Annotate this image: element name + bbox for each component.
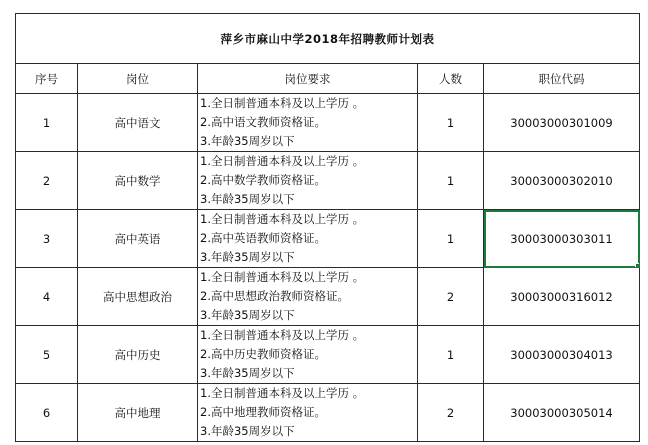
- table-row: [16, 210, 640, 268]
- requirements-cell[interactable]: [198, 326, 418, 384]
- requirement-line: 3.年龄35周岁以下: [200, 250, 295, 264]
- code-cell[interactable]: 30003000304013: [484, 326, 640, 384]
- position-cell[interactable]: 高中数学: [78, 152, 198, 210]
- code-cell[interactable]: 30003000316012: [484, 268, 640, 326]
- requirement-line: 2.高中思想政治教师资格证。: [200, 289, 349, 303]
- requirement-line: 2.高中数学教师资格证。: [200, 173, 326, 187]
- requirement-line: 2.高中历史教师资格证。: [200, 347, 326, 361]
- count-cell[interactable]: 1: [418, 152, 484, 210]
- table-row: [16, 94, 640, 152]
- position-cell[interactable]: 高中历史: [78, 326, 198, 384]
- requirement-line: 3.年龄35周岁以下: [200, 192, 295, 206]
- requirement-line: 2.高中语文教师资格证。: [200, 115, 326, 129]
- requirement-line: 3.年龄35周岁以下: [200, 308, 295, 322]
- requirement-line: 1.全日制普通本科及以上学历 。: [200, 328, 365, 342]
- recruitment-plan-table: [15, 13, 640, 442]
- index-cell[interactable]: 3: [16, 210, 78, 268]
- requirement-line: 3.年龄35周岁以下: [200, 366, 295, 380]
- position-cell[interactable]: 高中地理: [78, 384, 198, 442]
- header-count-cell[interactable]: 人数: [418, 64, 484, 94]
- code-cell[interactable]: 30003000301009: [484, 94, 640, 152]
- requirement-line: 2.高中英语教师资格证。: [200, 231, 326, 245]
- position-cell[interactable]: 高中英语: [78, 210, 198, 268]
- requirement-line: 1.全日制普通本科及以上学历 。: [200, 154, 365, 168]
- count-cell[interactable]: 1: [418, 94, 484, 152]
- requirements-cell[interactable]: [198, 210, 418, 268]
- index-cell[interactable]: 2: [16, 152, 78, 210]
- header-row: [16, 64, 640, 94]
- requirements-cell[interactable]: [198, 94, 418, 152]
- header-position-cell[interactable]: 岗位: [78, 64, 198, 94]
- count-cell[interactable]: 1: [418, 326, 484, 384]
- code-value: 30003000303011: [510, 231, 613, 246]
- requirement-line: 3.年龄35周岁以下: [200, 424, 295, 438]
- header-code-cell[interactable]: 职位代码: [484, 64, 640, 94]
- requirements-cell[interactable]: [198, 152, 418, 210]
- requirement-line: 2.高中地理教师资格证。: [200, 405, 326, 419]
- count-cell[interactable]: 2: [418, 384, 484, 442]
- requirement-line: 1.全日制普通本科及以上学历 。: [200, 270, 365, 284]
- position-cell[interactable]: 高中语文: [78, 94, 198, 152]
- count-cell[interactable]: 1: [418, 210, 484, 268]
- requirement-line: 1.全日制普通本科及以上学历 。: [200, 386, 365, 400]
- table-row: [16, 326, 640, 384]
- code-cell[interactable]: 30003000305014: [484, 384, 640, 442]
- requirements-cell[interactable]: [198, 268, 418, 326]
- header-requirements-cell[interactable]: 岗位要求: [198, 64, 418, 94]
- index-cell[interactable]: 4: [16, 268, 78, 326]
- requirements-cell[interactable]: [198, 384, 418, 442]
- table-row: [16, 268, 640, 326]
- requirement-line: 1.全日制普通本科及以上学历 。: [200, 212, 365, 226]
- code-cell[interactable]: 30003000302010: [484, 152, 640, 210]
- table-title-cell[interactable]: 萍乡市麻山中学2018年招聘教师计划表: [16, 14, 640, 64]
- index-cell[interactable]: 6: [16, 384, 78, 442]
- requirement-line: 3.年龄35周岁以下: [200, 134, 295, 148]
- count-cell[interactable]: 2: [418, 268, 484, 326]
- header-index-cell[interactable]: 序号: [16, 64, 78, 94]
- requirement-line: 1.全日制普通本科及以上学历 。: [200, 96, 365, 110]
- table-row: [16, 384, 640, 442]
- index-cell[interactable]: 5: [16, 326, 78, 384]
- selected-code-cell[interactable]: [484, 210, 640, 268]
- table-row: [16, 152, 640, 210]
- index-cell[interactable]: 1: [16, 94, 78, 152]
- position-cell[interactable]: 高中思想政治: [78, 268, 198, 326]
